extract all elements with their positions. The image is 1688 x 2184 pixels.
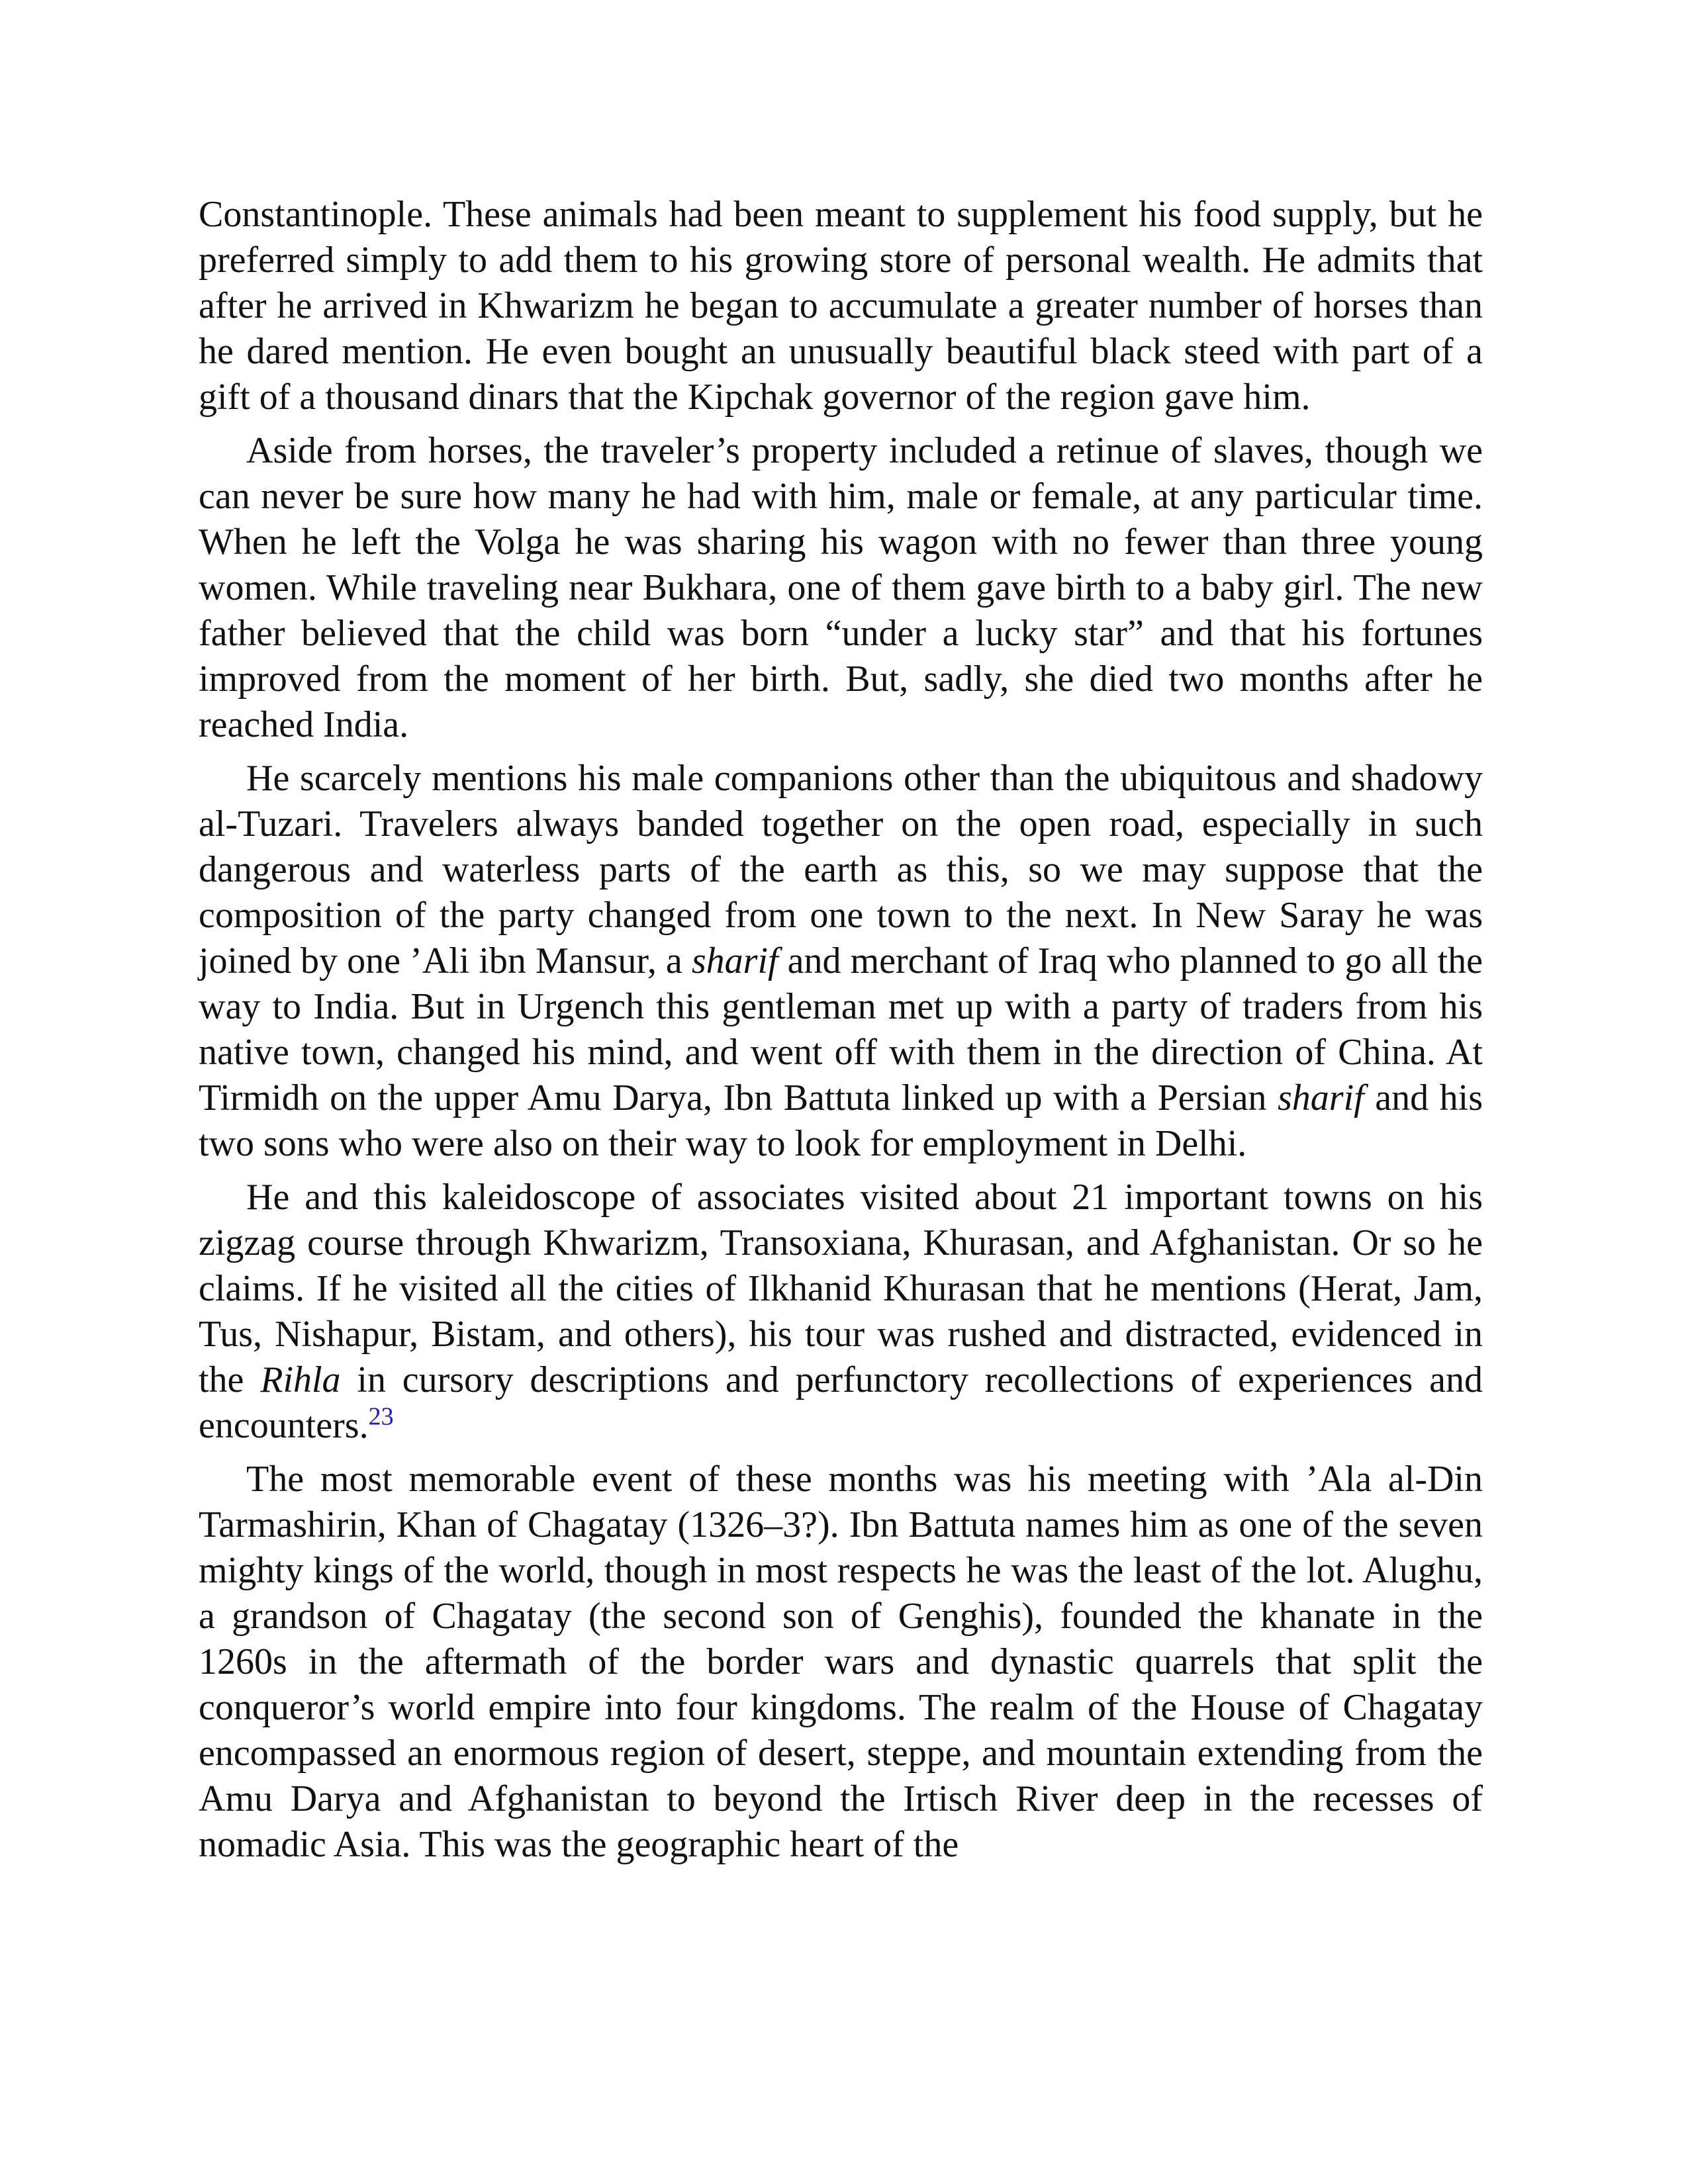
italic-title-rihla: Rihla: [260, 1359, 341, 1400]
paragraph-2-text: Aside from horses, the traveler’s property included a retinue of slaves, though we can never be sure how many he had with him, male or female, at any particular time. When he left the Volga he was sharing his wagon with no fewer than three young women. While traveling near Bukhara, one of them gave birth to a baby girl. The new father believed that the child was born “under a lucky star” and that his fortunes improved from the moment of her birth. But, sadly, she died two months after he reached India.: [199, 430, 1483, 745]
paragraph-5-text: The most memorable event of these months was his meeting with ’Ala al-Din Tarmashirin, Khan of Chagatay (1326–3?). Ibn Battuta names him as one of the seven mighty kings of the world, though in most respects he was the least of the lot. Alughu, a grandson of Chagatay (the second son of Genghis), founded the khanate in the 1260s in the aftermath of the border wars and dynastic quarrels that split the conqueror’s world empire into four kingdoms. The realm of the House of Chagatay encompassed an enormous region of desert, steppe, and mountain extending from the Amu Darya and Afghanistan to beyond the Irtisch River deep in the recesses of nomadic Asia. This was the geographic heart of the: [199, 1459, 1483, 1865]
paragraph-3: [199, 756, 1483, 1167]
paragraph-1: [199, 192, 1483, 420]
paragraph-4-text-b: in cursory descriptions and perfunctory recollections of experiences and encounters.: [199, 1359, 1483, 1446]
paragraph-3-text-a: He scarcely mentions his male companions other than the ubiquitous and shadowy al-Tuzari. Travelers always banded together on the open road, especially in such dangerous and waterless parts of the earth as this, so we may suppose that the composition of the party changed from one town to the next. In New Saray he was joined by one ’Ali ibn Mansur, a: [199, 758, 1483, 981]
italic-term-sharif: sharif: [691, 940, 778, 981]
paragraph-1-text: Constantinople. These animals had been meant to supplement his food supply, but he preferred simply to add them to his growing store of personal wealth. He admits that after he arrived in Khwarizm he began to accumulate a greater number of horses than he dared mention. He even bought an unusually beautiful black steed with part of a gift of a thousand dinars that the Kipchak governor of the region gave him.: [199, 194, 1483, 418]
paragraph-3-text-c: and his two sons who were also on their way to look for employment in Delhi.: [199, 1077, 1483, 1164]
paragraph-3-text-b: and merchant of Iraq who planned to go all the way to India. But in Urgench this gentleman met up with a party of traders from his native town, changed his mind, and went off with them in the direction of China. At Tirmidh on the upper Amu Darya, Ibn Battuta linked up with a Persian: [199, 940, 1483, 1118]
footnote-link-23[interactable]: 23: [368, 1402, 394, 1431]
page-body: [199, 192, 1483, 1876]
paragraph-2: [199, 428, 1483, 748]
paragraph-5: [199, 1457, 1483, 1868]
italic-term-sharif: sharif: [1277, 1077, 1364, 1118]
paragraph-4-text-a: He and this kaleidoscope of associates visited about 21 important towns on his zigzag course through Khwarizm, Transoxiana, Khurasan, and Afghanistan. Or so he claims. If he visited all the cities of Ilkhanid Khurasan that he mentions (Herat, Jam, Tus, Nishapur, Bistam, and others), his tour was rushed and distracted, evidenced in the: [199, 1177, 1483, 1400]
paragraph-4: [199, 1175, 1483, 1449]
